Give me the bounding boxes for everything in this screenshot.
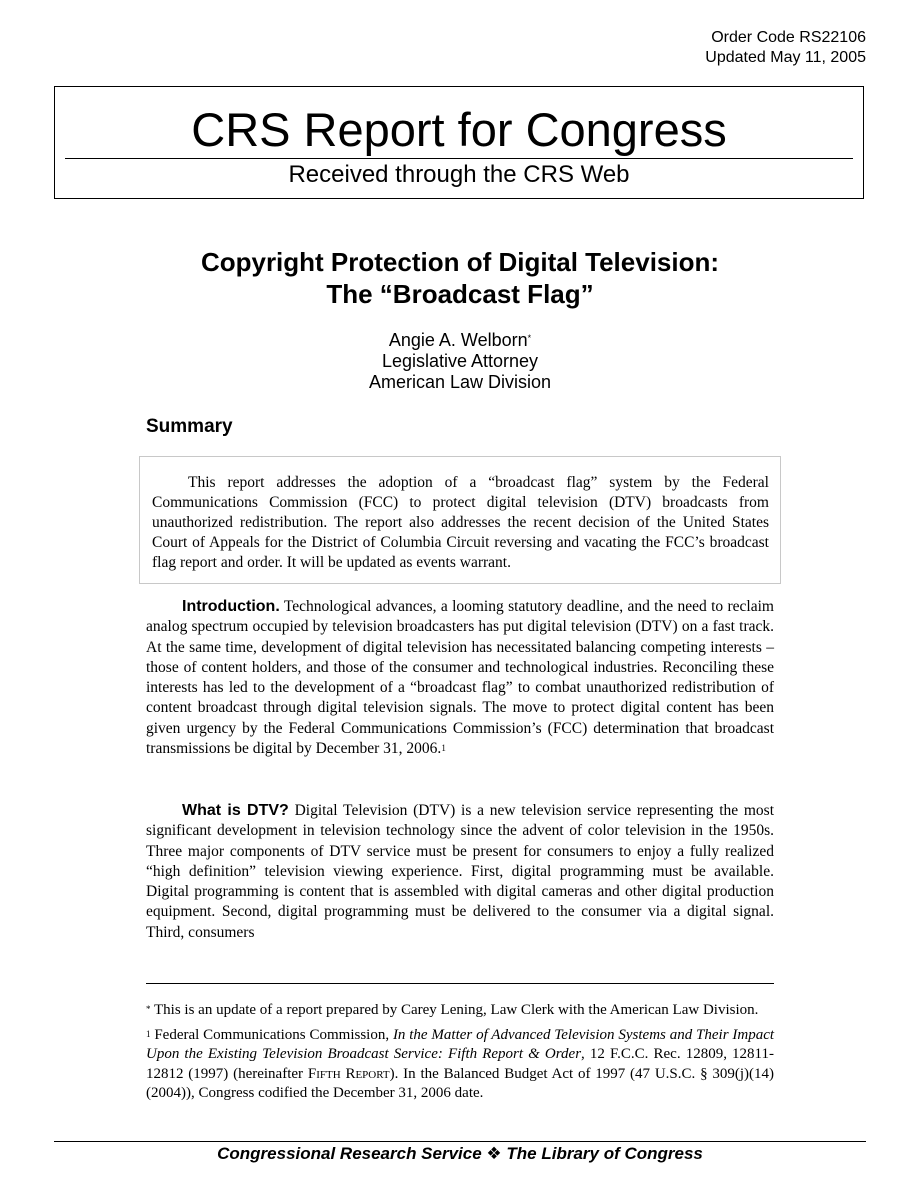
footnote-1 — [146, 1026, 774, 1103]
report-title — [0, 246, 920, 310]
banner-subtitle: Received through the CRS Web — [288, 161, 630, 188]
report-title-line-2: The “Broadcast Flag” — [326, 279, 594, 309]
author-block — [0, 330, 920, 393]
author-division: American Law Division — [368, 372, 552, 392]
footnote-star-mark: * — [146, 1004, 151, 1014]
footer-separator-icon: ❖ — [486, 1144, 502, 1163]
page-footer — [0, 1143, 920, 1165]
footnotes — [146, 1001, 774, 1109]
footnote-star-text: This is an update of a report prepared by Carey Lening, Law Clerk with the American Law Division. — [153, 1002, 759, 1018]
introduction-heading: Introduction. — [182, 598, 280, 615]
footnote-1-text: Federal Communications Commission, — [154, 1027, 390, 1044]
footnote-1-statute: ). In the Balanced Budget Act of 1997 (47 U.S.C. § 309(j)(14) (2004)), Congress codified the December 31, 2006 date. — [146, 1065, 775, 1101]
introduction-section — [146, 597, 774, 759]
updated-date: Updated May 11, 2005 — [705, 49, 866, 66]
footnote-1-citation: , 12 F.C.C. Rec. 12809, 12811-12812 (1997) (hereinafter — [146, 1046, 774, 1082]
introduction-text: Technological advances, a looming statutory deadline, and the need to reclaim analog spectrum occupied by television broadcasters has put digital television (DTV) on a fast track. At the same time, development of digital television has necessitated balancing competing interests – those of content holders, and those of the consumer and technological industries. Reconciling these interests has led to the development of a “broadcast flag” to combat unauthorized redistribution of content broadcast through digital television signals. The move to protect digital content has been given urgency by the Federal Communications Commission’s (FCC) determination that broadcast transmissions be digital by December 31, 2006. — [146, 598, 774, 758]
footer-divider — [54, 1141, 866, 1142]
what-is-dtv-section — [146, 801, 774, 943]
summary-text: This report addresses the adoption of a “broadcast flag” system by the Federal Communications Commission (FCC) to protect digital television (DTV) broadcasts from unauthorized redistribution. The report also addresses the recent decision of the United States Court of Appeals for the District of Columbia Circuit reversing and vacating the FCC’s broadcast flag report and order. It will be updated as events warrant. — [152, 474, 769, 571]
report-banner — [54, 86, 864, 199]
footnote-1-mark: 1 — [146, 1029, 151, 1040]
banner-title: CRS Report for Congress — [191, 103, 727, 156]
footnote-divider — [146, 983, 774, 984]
author-name: Angie A. Welborn — [388, 330, 528, 350]
author-position: Legislative Attorney — [381, 351, 539, 371]
summary-heading: Summary — [146, 416, 233, 437]
banner-divider — [65, 158, 853, 159]
what-is-dtv-text: Digital Television (DTV) is a new television service representing the most significant development in television technology since the advent of color television in the 1950s. Three major components of DTV service must be present for consumers to enjoy a fully realized “high definition” television viewing experience. First, digital programming must be available. Digital programming is content that is assembled with digital cameras and other digital production equipment. Second, digital programming must be delivered to the consumer via a digital signal. Third, consumers — [146, 802, 775, 941]
what-is-dtv-heading: What is DTV? — [182, 802, 289, 819]
order-code: Order Code RS22106 — [711, 29, 866, 46]
order-code-block — [705, 28, 866, 68]
author-footnote-mark: * — [527, 333, 532, 343]
footer-library: The Library of Congress — [506, 1144, 703, 1163]
footnote-1-case-title: In the Matter of Advanced Television Systems and Their Impact Upon the Existing Television Broadcast Service: Fifth Report & Order — [146, 1027, 775, 1063]
summary-box — [139, 456, 781, 584]
footnote-1-short-name: Fifth Report — [307, 1065, 390, 1082]
footer-crs: Congressional Research Service — [217, 1144, 482, 1163]
footnote-star — [146, 1001, 774, 1020]
report-title-line-1: Copyright Protection of Digital Television: — [200, 247, 720, 277]
footnote-ref-1[interactable]: 1 — [441, 743, 446, 754]
